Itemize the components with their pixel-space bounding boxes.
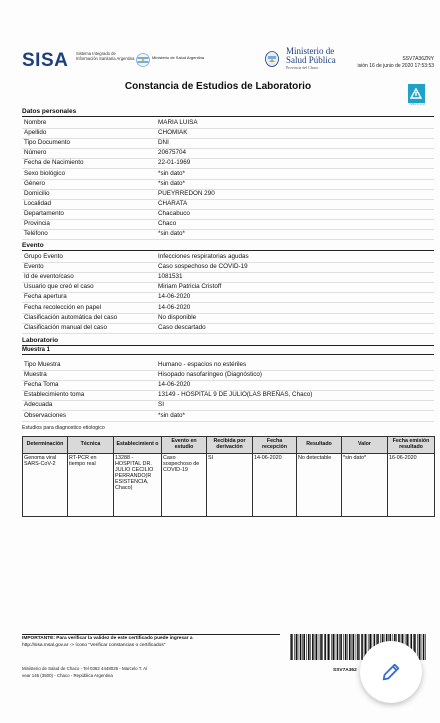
field-value: No disponible (158, 313, 197, 321)
data-row (22, 273, 434, 283)
field-label: Provincia (24, 220, 50, 227)
footer-address: Ministerio de Salud de Chaco - Tel 0362 4448026 - Marcelo T. Al vear 145 (3500) - Chaco - República Argentina (22, 666, 148, 678)
data-row (22, 263, 434, 273)
edit-fab-button[interactable] (360, 641, 422, 703)
field-value: MARIA LUISA (158, 119, 198, 126)
data-row (22, 139, 434, 149)
field-value: SI (158, 401, 164, 409)
field-value: PUEYRREDON 290 (158, 189, 215, 197)
document-code: SSV7A36ZNY isión 16 de junio de 2020 17:53:53 (357, 56, 434, 69)
field-label: Muestra (24, 371, 47, 379)
field-value: 1081531 (158, 273, 183, 281)
chaco-coat-of-arms-icon (264, 50, 280, 68)
field-label: Fecha apertura (24, 293, 67, 301)
field-label: Fecha recolección en papel (24, 303, 102, 311)
section-evento-header: Evento (22, 242, 434, 251)
table-cell: Caso sospechoso de COVID-19 (162, 454, 207, 517)
table-header-cell: Fecha emisión resultado (388, 437, 435, 454)
field-label: Id de evento/caso (24, 273, 74, 281)
data-row (22, 412, 434, 422)
ministry-chaco: Ministerio de Salud Pública Provincia del Chaco (286, 46, 336, 70)
field-label: Domicilio (24, 189, 50, 197)
field-label: Observaciones (24, 411, 66, 419)
field-label: Apellido (24, 129, 47, 137)
pencil-icon (380, 661, 402, 683)
data-row (22, 314, 434, 324)
field-value: *sin dato* (158, 179, 185, 187)
data-row (22, 283, 434, 293)
field-value: Infecciones respiratorias agudas (158, 253, 249, 260)
field-label: Clasificación manual del caso (24, 323, 107, 331)
field-label: Grupo Evento (24, 253, 63, 260)
field-value: CHARATA (158, 199, 188, 207)
table-row (23, 454, 435, 517)
data-row (22, 119, 434, 129)
data-row (22, 159, 434, 169)
table-cell: *sin dato* (342, 454, 388, 517)
field-value: Hisopado nasofaríngeo (Diagnóstico) (158, 371, 262, 379)
field-value: 13149 - HOSPITAL 9 DE JULIO(LAS BREÑAS, Chaco) (158, 391, 313, 399)
table-cell: RT-PCR en tiempo real (68, 454, 114, 517)
data-row (22, 170, 434, 180)
data-row (22, 180, 434, 190)
table-header-cell: Resultado (297, 437, 342, 454)
data-row (22, 371, 434, 381)
field-value: Chaco (158, 220, 177, 227)
field-value: Humano - espacios no estériles (158, 361, 247, 368)
estudios-label: Estudios para diagnostico etiologico (22, 425, 105, 431)
field-label: Establecimiento toma (24, 391, 85, 399)
snvs-badge-icon (408, 84, 425, 103)
field-value: *sin dato* (158, 411, 185, 419)
data-row (22, 200, 434, 210)
data-row (22, 149, 434, 159)
argentina-seal-icon (136, 53, 150, 67)
data-row (22, 210, 434, 220)
section-muestra-header: Muestra 1 (22, 346, 434, 355)
field-label: Tipo Muestra (24, 361, 61, 368)
table-header-row (23, 437, 435, 454)
sisa-subtitle: Sistema Integrado de Información Sanitaria Argentina (76, 51, 135, 61)
field-label: Género (24, 179, 46, 187)
verification-notice: IMPORTANTE: Para verificar la validez de este certificado puede ingresar a http://sisa.msal.gov.ar -> ícono "Verificar constancias o certificados" (22, 634, 280, 649)
field-label: Nombre (24, 119, 47, 126)
data-row (22, 230, 434, 240)
argentina-ministry-label: Ministerio de Salud Argentina (152, 55, 205, 60)
document-header (22, 44, 434, 84)
table-header-cell: Fecha recepción (253, 437, 297, 454)
field-label: Sexo biológico (24, 169, 65, 177)
table-cell: Genoma viral SARS-CoV-2 (23, 454, 68, 517)
snvs-badge-label: SNVS 2.0 (409, 102, 425, 106)
table-cell: 16-06-2020 (388, 454, 435, 517)
data-row (22, 129, 434, 139)
table-header-cell: Evento en estudio (162, 437, 207, 454)
table-header-cell: Establecimient o (114, 437, 162, 454)
barcode-code: SSV7A362 (333, 668, 357, 673)
table-cell: No detectable (297, 454, 342, 517)
field-label: Clasificación automática del caso (24, 313, 118, 321)
field-label: Usuario que creó el caso (24, 283, 94, 291)
table-header-cell: Técnica (68, 437, 114, 454)
field-value: 14-06-2020 (158, 293, 191, 301)
field-value: Caso descartado (158, 323, 206, 331)
field-label: Departamento (24, 209, 64, 217)
field-label: Teléfono (24, 230, 48, 238)
section-laboratorio-header: Laboratorio (22, 337, 434, 346)
field-label: Tipo Documento (24, 139, 70, 147)
data-row (22, 324, 434, 334)
field-value: 14-06-2020 (158, 381, 191, 389)
field-value: 22-01-1969 (158, 159, 191, 167)
data-row (22, 253, 434, 263)
field-value: Caso sospechoso de COVID-19 (158, 263, 248, 271)
table-header-cell: Valor (342, 437, 388, 454)
data-row (22, 304, 434, 314)
field-label: Fecha de Nacimiento (24, 159, 84, 167)
field-label: Fecha Toma (24, 381, 59, 389)
field-value: CHOMIAK (158, 129, 188, 137)
data-row (22, 293, 434, 303)
data-row (22, 190, 434, 200)
field-label: Adecuada (24, 401, 53, 409)
section-personal-header: Datos personales (22, 108, 434, 117)
lab-results-table (22, 436, 435, 517)
table-header-cell: Recibida por derivación (207, 437, 253, 454)
data-row (22, 391, 434, 401)
data-row (22, 361, 434, 371)
data-row (22, 381, 434, 391)
field-value: Miriam Patricia Cristoff (158, 283, 222, 291)
table-cell: SI (207, 454, 253, 517)
field-value: DNI (158, 139, 169, 147)
field-value: Chacabuco (158, 209, 190, 217)
table-cell: 14-06-2020 (253, 454, 297, 517)
field-label: Localidad (24, 199, 51, 207)
field-value: 14-06-2020 (158, 303, 191, 311)
field-label: Evento (24, 263, 44, 271)
field-value: 20675704 (158, 149, 187, 157)
table-header-cell: Determinación (23, 437, 68, 454)
field-value: *sin dato* (158, 230, 185, 238)
sisa-logo: SISA (22, 50, 69, 71)
field-label: Número (24, 149, 47, 157)
table-cell: 13288 - HOSPITAL DR. JULIO CECILIO PERRANDO(R ESISTENCIA, Chaco) (114, 454, 162, 517)
data-row (22, 220, 434, 230)
page-title: Constancia de Estudios de Laboratorio (124, 81, 312, 92)
field-value: *sin dato* (158, 169, 185, 177)
data-row (22, 401, 434, 411)
